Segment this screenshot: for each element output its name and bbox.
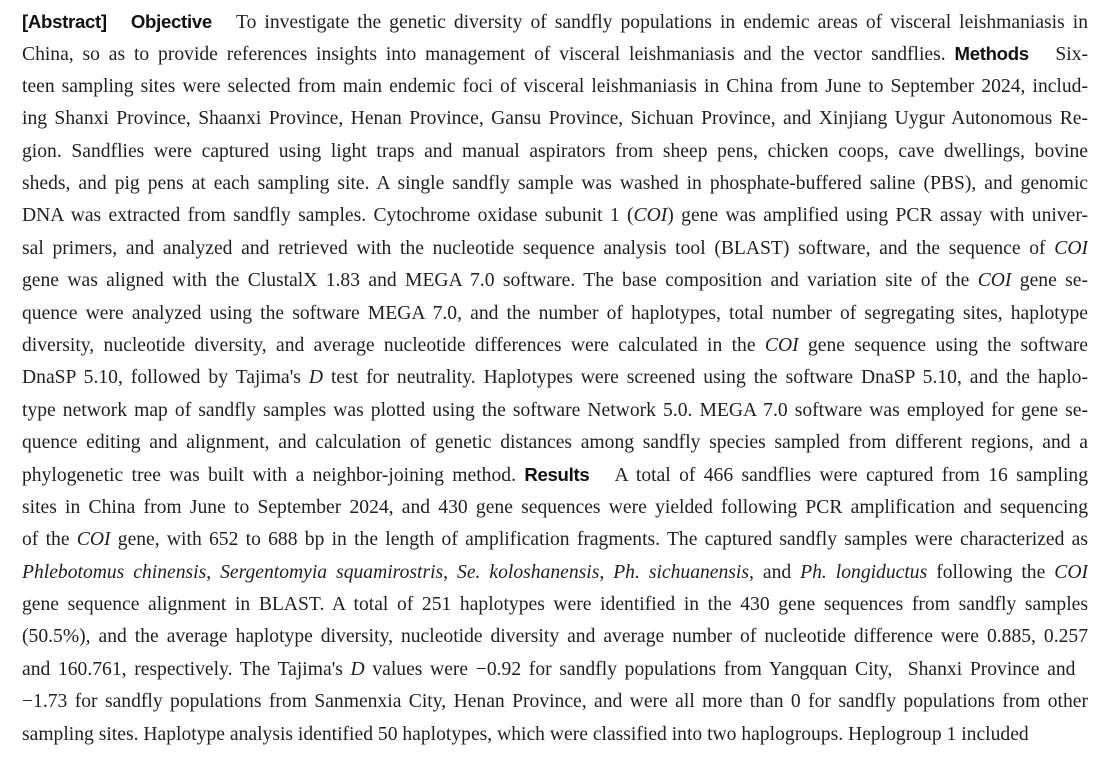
abstract-line (22, 589, 1088, 621)
abstract-line (22, 71, 1088, 103)
italic-term: Ph. sichuanensis (613, 561, 749, 583)
text-run: gene sequence alignment in BLAST. A total of 251 haplotypes were identified in the 430 gene sequences from sandfly samples (22, 594, 1088, 616)
text-run: test for neutrality. Haplotypes were screened using the software DnaSP 5.10, and the haplo- (323, 367, 1088, 389)
abstract-line (22, 524, 1088, 556)
text-run: gene, with 652 to 688 bp in the length of amplification fragments. The captured sandfly samples were characterized as (110, 529, 1088, 551)
text-run: values were −0.92 for sandfly populations from Yangquan City, Shanxi Province and (364, 658, 1088, 680)
abstract-line (22, 298, 1088, 330)
section-heading: Objective (130, 11, 212, 32)
text-run: Six- (1028, 44, 1088, 66)
text-run: gene se- (1011, 270, 1088, 292)
abstract-line (22, 168, 1088, 200)
text-run: of the (22, 529, 77, 551)
abstract-line (22, 362, 1088, 394)
text-run: , and (749, 561, 801, 583)
abstract-page (22, 6, 1088, 751)
text-run: following the (927, 561, 1055, 583)
italic-term: COI (764, 334, 799, 356)
italic-term: Se. koloshanensis (457, 561, 600, 583)
abstract-line (22, 6, 1088, 38)
text-run: quence were analyzed using the software MEGA 7.0, and the number of haplotypes, total number of segregating sites, haplotype (22, 302, 1088, 324)
text-run: ing Shanxi Province, Shaanxi Province, Henan Province, Gansu Province, Sichuan Province, and Xinjiang Uygur Autonomous Re- (22, 108, 1088, 130)
text-run: sheds, and pig pens at each sampling site. A single sandfly sample was washed in phosphate-buffered saline (PBS), and genomic (22, 172, 1088, 194)
abstract-line (22, 330, 1088, 362)
text-run: gene sequence using the software (798, 334, 1088, 356)
italic-term: Sergentomyia squamirostris (220, 561, 444, 583)
italic-term: COI (977, 270, 1012, 292)
abstract-paragraph (22, 6, 1088, 751)
text-run: DnaSP 5.10, followed by Tajima's (22, 367, 309, 389)
text-run: −1.73 for sandfly populations from Sanmenxia City, Henan Province, and were all more than 0 for sandfly populations from other (22, 691, 1088, 713)
italic-term: COI (1054, 561, 1088, 583)
italic-term: COI (633, 205, 668, 227)
abstract-line (22, 265, 1088, 297)
section-heading: [Abstract] (22, 11, 107, 32)
text-run: teen sampling sites were selected from main endemic foci of visceral leishmaniasis in China from June to September 2024, includ- (22, 75, 1088, 97)
text-run: quence editing and alignment, and calculation of genetic distances among sandfly species sampled from different regions, and a (22, 432, 1088, 454)
text-run: sampling sites. Haplotype analysis identified 50 haplotypes, which were classified into two haplogroups. Heplogroup 1 included (22, 723, 1029, 745)
text-run: diversity, nucleotide diversity, and average nucleotide differences were calculated in the (22, 334, 765, 356)
abstract-line (22, 621, 1088, 653)
abstract-line (22, 686, 1088, 718)
text-run: type network map of sandfly samples was plotted using the software Network 5.0. MEGA 7.0 software was employed for gene se- (22, 399, 1088, 421)
text-run (946, 44, 955, 65)
text-run: China, so as to provide references insights into management of visceral leishmaniasis and the vector sandflies. (22, 44, 946, 66)
text-run: gene was aligned with the ClustalX 1.83 and MEGA 7.0 software. The base composition and variation site of the (22, 270, 978, 292)
abstract-line (22, 103, 1088, 135)
text-run: phylogenetic tree was built with a neighbor-joining method. (22, 465, 516, 487)
abstract-line (22, 557, 1088, 589)
italic-term: D (308, 367, 323, 389)
text-run: , (206, 561, 221, 583)
abstract-line (22, 136, 1088, 168)
text-run: , (599, 561, 614, 583)
section-heading: Results (524, 464, 590, 486)
abstract-line (22, 233, 1088, 265)
text-run (107, 12, 131, 33)
text-run: To investigate the genetic diversity of sandfly populations in endemic areas of visceral leishmaniasis in (211, 12, 1088, 33)
text-run: DNA was extracted from sandfly samples. Cytochrome oxidase subunit 1 ( (22, 205, 634, 227)
abstract-line (22, 719, 1088, 751)
text-run: sal primers, and analyzed and retrieved with the nucleotide sequence analysis tool (BLAST) software, and the sequence of (22, 237, 1055, 259)
text-run: and 160.761, respectively. The Tajima's (22, 658, 351, 680)
text-run: A total of 466 sandflies were captured from 16 sampling (589, 465, 1088, 487)
italic-term: Ph. longiductus (800, 561, 928, 583)
text-run: gion. Sandflies were captured using light traps and manual aspirators from sheep pens, chicken coops, cave dwellings, bovine (22, 140, 1088, 162)
abstract-line (22, 654, 1088, 686)
text-run: ) gene was amplified using PCR assay with univer- (667, 205, 1088, 227)
italic-term: COI (76, 529, 111, 551)
abstract-line (22, 200, 1088, 232)
abstract-line (22, 395, 1088, 427)
italic-term: COI (1054, 237, 1088, 259)
abstract-line (22, 459, 1088, 491)
abstract-line (22, 38, 1088, 70)
abstract-line (22, 427, 1088, 459)
section-heading: Methods (954, 43, 1029, 65)
abstract-line (22, 492, 1088, 524)
italic-term: D (350, 658, 365, 680)
text-run: (50.5%), and the average haplotype diversity, nucleotide diversity and average number of nucleotide difference were 0.885, 0.257 (22, 626, 1088, 648)
italic-term: Phlebotomus chinensis (22, 561, 207, 583)
text-run: sites in China from June to September 2024, and 430 gene sequences were yielded following PCR amplification and sequencing (22, 496, 1088, 518)
text-run: , (443, 561, 458, 583)
